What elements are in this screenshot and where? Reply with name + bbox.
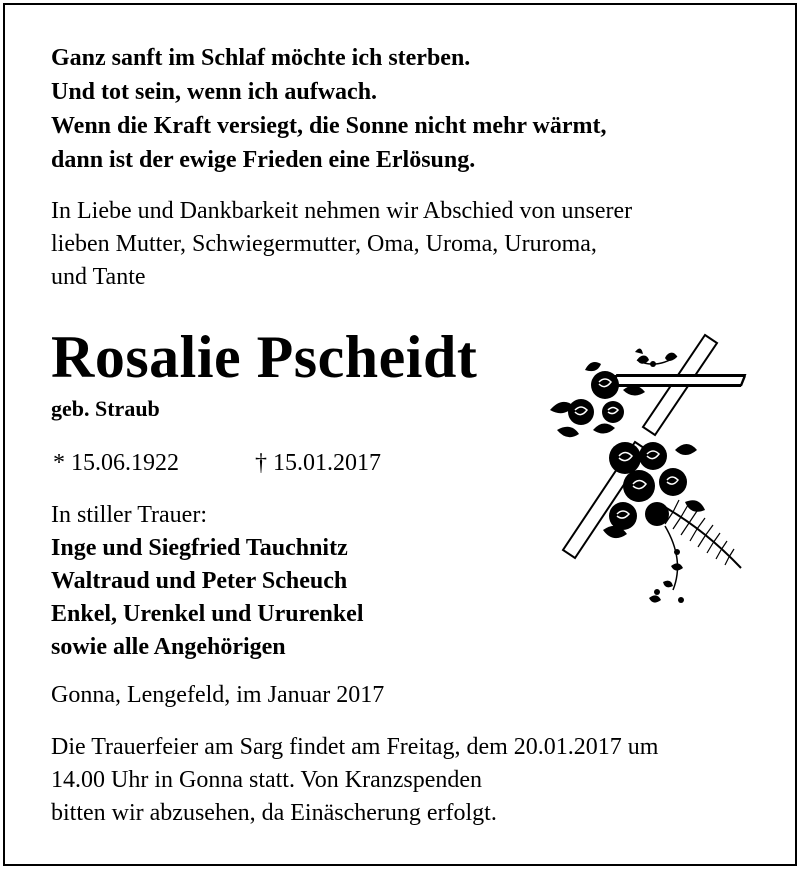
poem-line-2: Und tot sein, wenn ich aufwach. [51,79,378,105]
service-line-2: 14.00 Uhr in Gonna statt. Von Kranzspenden [51,767,483,793]
poem-line-3: Wenn die Kraft versiegt, die Sonne nicht mehr wärmt, [51,113,607,139]
cross-with-roses-icon [545,330,750,612]
deceased-name: Rosalie Pscheidt [51,324,478,390]
intro-line-3: und Tante [51,264,146,290]
mourner-line-3: Enkel, Urenkel und Ururenkel [51,601,364,627]
service-line-3: bitten wir abzusehen, da Einäscherung erfolgt. [51,800,497,826]
death-date: † 15.01.2017 [255,450,381,476]
mourners-label: In stiller Trauer: [51,502,207,528]
place-date: Gonna, Lengefeld, im Januar 2017 [51,682,385,708]
maiden-name: geb. Straub [51,396,160,421]
mourner-line-1: Inge und Siegfried Tauchnitz [51,535,348,561]
birth-date: * 15.06.1922 [53,450,179,476]
mourner-line-4: sowie alle Angehörigen [51,634,286,660]
intro-line-2: lieben Mutter, Schwiegermutter, Oma, Uroma, Ururoma, [51,231,597,257]
service-line-1: Die Trauerfeier am Sarg findet am Freitag, dem 20.01.2017 um [51,734,659,760]
intro-line-1: In Liebe und Dankbarkeit nehmen wir Abschied von unserer [51,198,633,224]
mourner-line-2: Waltraud und Peter Scheuch [51,568,348,594]
poem-line-4: dann ist der ewige Frieden eine Erlösung. [51,147,476,173]
poem-line-1: Ganz sanft im Schlaf möchte ich sterben. [51,45,471,71]
